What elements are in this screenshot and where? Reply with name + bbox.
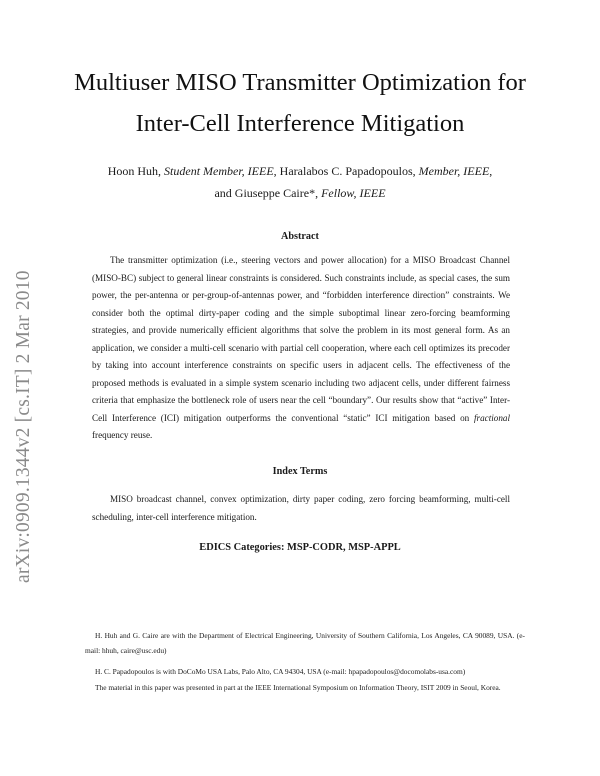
paper-title — [40, 62, 560, 144]
author-2-role: Member, IEEE — [418, 164, 490, 178]
title-line-2: Inter-Cell Interference Mitigation — [135, 110, 465, 137]
title-line-1: Multiuser MISO Transmitter Optimization for — [74, 69, 526, 96]
author-separator: , — [489, 164, 493, 178]
arxiv-identifier-stamp[interactable]: arXiv:0909.1344v2 [cs.IT] 2 Mar 2010 — [13, 270, 34, 583]
author-3-role: Fellow, IEEE — [321, 186, 386, 200]
abstract-text-part-1: The transmitter optimization (i.e., steering vectors and power allocation) for a MISO Broadcast Channel (MISO-BC) subject to general linear constraints is considered. Such constraints include, as special cases, the sum power, the per-antenna or per-group-of-antennas power, and “forbidden interference direction” constraints. We consider both the optimal dirty-paper coding and the simple suboptimal linear zero-forcing beamforming strategies, and provide numerically efficient algorithms that solve the problem in its most general form. As an application, we consider a multi-cell scenario with partial cell cooperation, where each cell optimizes its precoder by taking into account interference constraints on specific users in adjacent cells. The effectiveness of the proposed methods is evaluated in a simple system scenario including two adjacent cells, under different fairness criteria that emphasize the bottleneck role of users near the cell “boundary”. Our results show that “active” Inter-Cell Interference (ICI) mitigation outperforms the conventional “static” ICI mitigation based on — [92, 255, 510, 423]
author-line-2 — [40, 182, 560, 204]
footnote-affiliation-2: H. C. Papadopoulos is with DoCoMo USA Labs, Palo Alto, CA 94304, USA (e-mail: hpapadopoulos@docomolabs-usa.com) — [95, 667, 466, 676]
abstract-heading: Abstract — [281, 231, 319, 242]
index-terms-body: MISO broadcast channel, convex optimization, dirty paper coding, zero forcing beamforming, multi-cell scheduling, inter-cell interference mitigation. — [92, 494, 510, 522]
footnote-affiliation-1: H. Huh and G. Caire are with the Department of Electrical Engineering, University of Southern California, Los Angeles, CA 90089, USA. (e-mail: hhuh, caire@usc.edu) — [85, 631, 525, 655]
author-list — [40, 160, 560, 204]
author-2-name: , Haralabos C. Papadopoulos, — [273, 164, 419, 178]
index-terms-heading: Index Terms — [272, 466, 328, 477]
abstract-text-part-2: frequency reuse. — [92, 430, 153, 440]
author-1-name: Hoon Huh, — [107, 164, 165, 178]
abstract-text-emphasis: fractional — [474, 412, 510, 423]
author-3-name: and Giuseppe Caire*, — [214, 186, 322, 200]
edics-categories: EDICS Categories: MSP-CODR, MSP-APPL — [199, 542, 401, 553]
author-1-role: Student Member, IEEE — [164, 164, 274, 178]
abstract-body — [92, 252, 510, 445]
author-line-1 — [40, 160, 560, 182]
footnote-presentation: The material in this paper was presented in part at the IEEE International Symposium on Information Theory, ISIT 2009 in Seoul, Korea. — [95, 683, 501, 692]
